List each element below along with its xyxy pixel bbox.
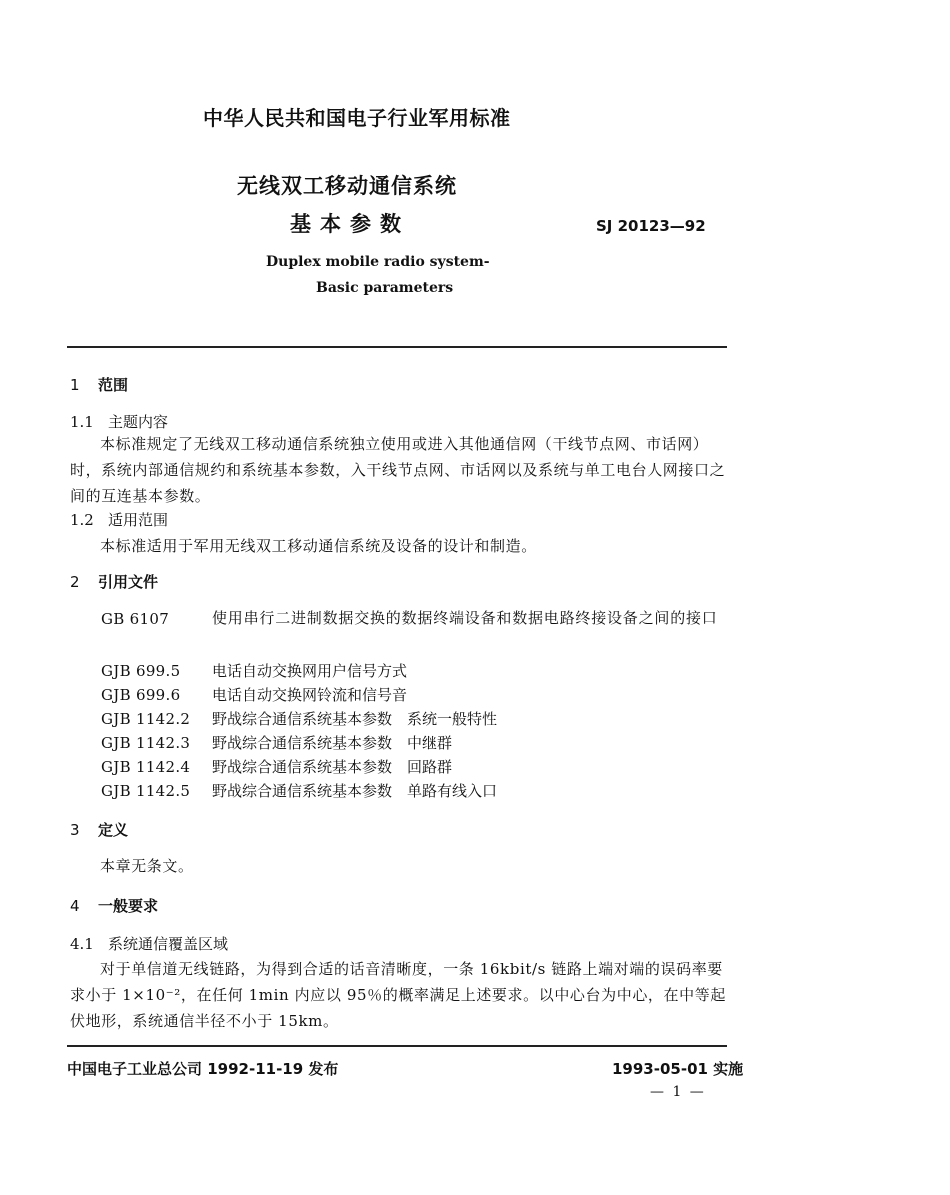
reference-code: GJB 1142.3: [101, 734, 191, 752]
section-1-2-text: 本标准适用于军用无线双工移动通信系统及设备的设计和制造。: [100, 537, 537, 555]
reference-title: 野战综合通信系统基本参数 中继群: [212, 734, 453, 752]
section-title: 适用范围: [108, 511, 169, 529]
document-title-line1: 无线双工移动通信系统: [237, 174, 457, 198]
reference-code: GJB 699.5: [101, 662, 181, 680]
section-4-1-heading: [70, 933, 228, 954]
section-number: 4.1: [70, 935, 94, 953]
reference-row: [101, 756, 452, 777]
section-number: 2: [70, 573, 80, 591]
section-4-heading: [70, 895, 158, 916]
section-4-1-text: 对于单信道无线链路，为得到合适的话音清晰度，一条 16kbit/s 链路上端对端的误码率要求小于 1×10⁻²，在任何 1min 内应以 95％的概率满足上述要求。以中心台为中心，在中等起伏地形，系统通信半径不小于 15km。: [70, 960, 726, 1030]
document-title-line2: 基本参数: [290, 212, 410, 236]
section-title: 主题内容: [108, 413, 169, 431]
page-number: — 1 —: [650, 1084, 706, 1100]
reference-title: 野战综合通信系统基本参数 系统一般特性: [212, 710, 498, 728]
section-1-1-heading: [70, 411, 168, 432]
reference-row: [101, 780, 497, 801]
section-title: 引用文件: [98, 573, 159, 591]
reference-row: [101, 732, 452, 753]
reference-title: 电话自动交换网用户信号方式: [212, 662, 408, 680]
section-number: 4: [70, 897, 80, 915]
section-3-heading: [70, 819, 128, 840]
section-title: 系统通信覆盖区域: [108, 935, 229, 953]
reference-title: 使用串行二进制数据交换的数据终端设备和数据电路终接设备之间的接口: [212, 609, 718, 627]
effective-date: 1993-05-01 实施: [612, 1060, 744, 1078]
reference-code: GJB 699.6: [101, 686, 181, 704]
reference-row: [101, 708, 497, 729]
section-1-2-heading: [70, 509, 168, 530]
reference-code: GJB 1142.5: [101, 782, 191, 800]
issue-date: 中国电子工业总公司 1992-11-19 发布: [67, 1060, 339, 1078]
section-3-text: 本章无条文。: [100, 857, 194, 875]
header-divider: [67, 346, 727, 348]
section-2-heading: [70, 571, 158, 592]
section-1-1-text: 本标准规定了无线双工移动通信系统独立使用或进入其他通信网（干线节点网、市话网）时，系统内部通信规约和系统基本参数，入干线节点网、市话网以及系统与单工电台人网接口之间的互连基本参数。: [70, 435, 726, 505]
section-number: 3: [70, 821, 80, 839]
section-number: 1: [70, 376, 80, 394]
footer-divider: [67, 1045, 727, 1047]
reference-code: GJB 1142.4: [101, 758, 191, 776]
reference-row: [101, 684, 407, 705]
reference-title: 电话自动交换网铃流和信号音: [212, 686, 408, 704]
reference-row: [101, 660, 407, 681]
english-title-line1: Duplex mobile radio system-: [266, 254, 490, 270]
section-number: 1.2: [70, 511, 94, 529]
section-title: 范围: [98, 376, 129, 394]
standard-category: 中华人民共和国电子行业军用标准: [203, 106, 511, 130]
reference-code: GB 6107: [101, 610, 170, 628]
section-number: 1.1: [70, 413, 94, 431]
reference-row: [101, 610, 212, 628]
reference-code: GJB 1142.2: [101, 710, 191, 728]
standard-number: SJ 20123—92: [596, 217, 706, 235]
reference-title: 野战综合通信系统基本参数 回路群: [212, 758, 453, 776]
section-title: 定义: [98, 821, 129, 839]
section-title: 一般要求: [98, 897, 159, 915]
reference-title: 野战综合通信系统基本参数 单路有线入口: [212, 782, 498, 800]
english-title-line2: Basic parameters: [316, 280, 454, 296]
section-1-heading: [70, 374, 128, 395]
